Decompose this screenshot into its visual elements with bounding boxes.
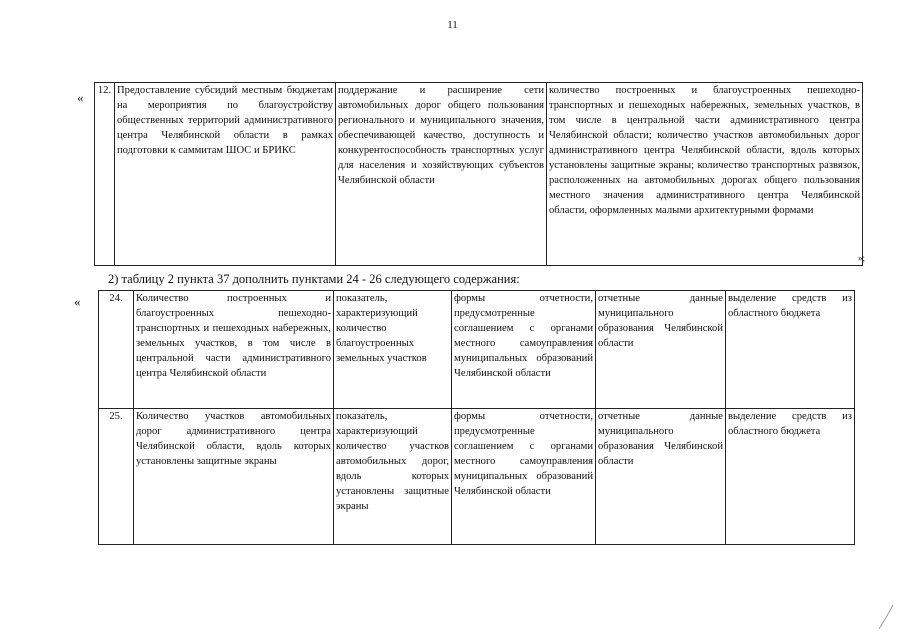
measure-cell: Предоставление субсидий местным бюджетам на мероприятия по благоустройству общественных территорий административного центра Челябинской области в рамках подготовки к саммитам ШОС и БРИКС [115, 83, 336, 266]
pen-mark [875, 604, 895, 630]
instruction-text: 2) таблицу 2 пункта 37 дополнить пунктами 24 - 26 следующего содержания: [108, 272, 520, 286]
row-number: 12. [95, 83, 115, 266]
source-cell: отчетные данные муниципального образования Челябинской области [596, 291, 726, 409]
indicator-cell: количество построенных и благоустроенных пешеходно-транспортных и пешеходных набережных, земельных участков, в том числе в центральной части административного центра Челябинской области; количество участков автомобильных дорог административного центра Челябинской области, вдоль которых установлены защитные экраны; количество транспортных развязок, расположенных на автомобильных дорогах общего пользования местного значения административного центра Челябинской области, оформленных малыми архитектурными формами [547, 83, 863, 266]
reporting-form-cell: формы отчетности, предусмотренные соглашением с органами местного самоуправления муниципальных образований Челябинской области [452, 291, 596, 409]
table-row [99, 291, 855, 409]
indicator-name-cell: Количество построенных и благоустроенных пешеходно-транспортных и пешеходных набережных, земельных участков, в том числе в центральной части административного центра Челябинской области [134, 291, 334, 409]
source-cell: отчетные данные муниципального образования Челябинской области [596, 409, 726, 545]
open-quote: « [77, 90, 84, 105]
open-quote: « [74, 294, 81, 309]
definition-cell: показатель, характеризующий количество благоустроенных земельных участков [334, 291, 452, 409]
page-number: 11 [447, 19, 458, 31]
closing-quote: »; [858, 253, 866, 263]
table-row [95, 83, 863, 266]
reporting-form-cell: формы отчетности, предусмотренные соглашением с органами местного самоуправления муниципальных образований Челябинской области [452, 409, 596, 545]
row-number: 25. [99, 409, 134, 545]
goal-cell: поддержание и расширение сети автомобильных дорог общего пользования регионального и муниципального значения, обеспечивающей качество, доступность и конкурентоспособность транспортных услуг для населения и хозяйствующих субъектов Челябинской области [336, 83, 547, 266]
indicator-name-cell: Количество участков автомобильных дорог административного центра Челябинской области, вдоль которых установлены защитные экраны [134, 409, 334, 545]
table-row [99, 409, 855, 545]
funding-cell: выделение средств из областного бюджета [726, 291, 855, 409]
table-2-additions [98, 290, 855, 545]
row-number: 24. [99, 291, 134, 409]
table-12 [94, 82, 866, 266]
definition-cell: показатель, характеризующий количество участков автомобильных дорог, вдоль которых установлены защитные экраны [334, 409, 452, 545]
funding-cell: выделение средств из областного бюджета [726, 409, 855, 545]
